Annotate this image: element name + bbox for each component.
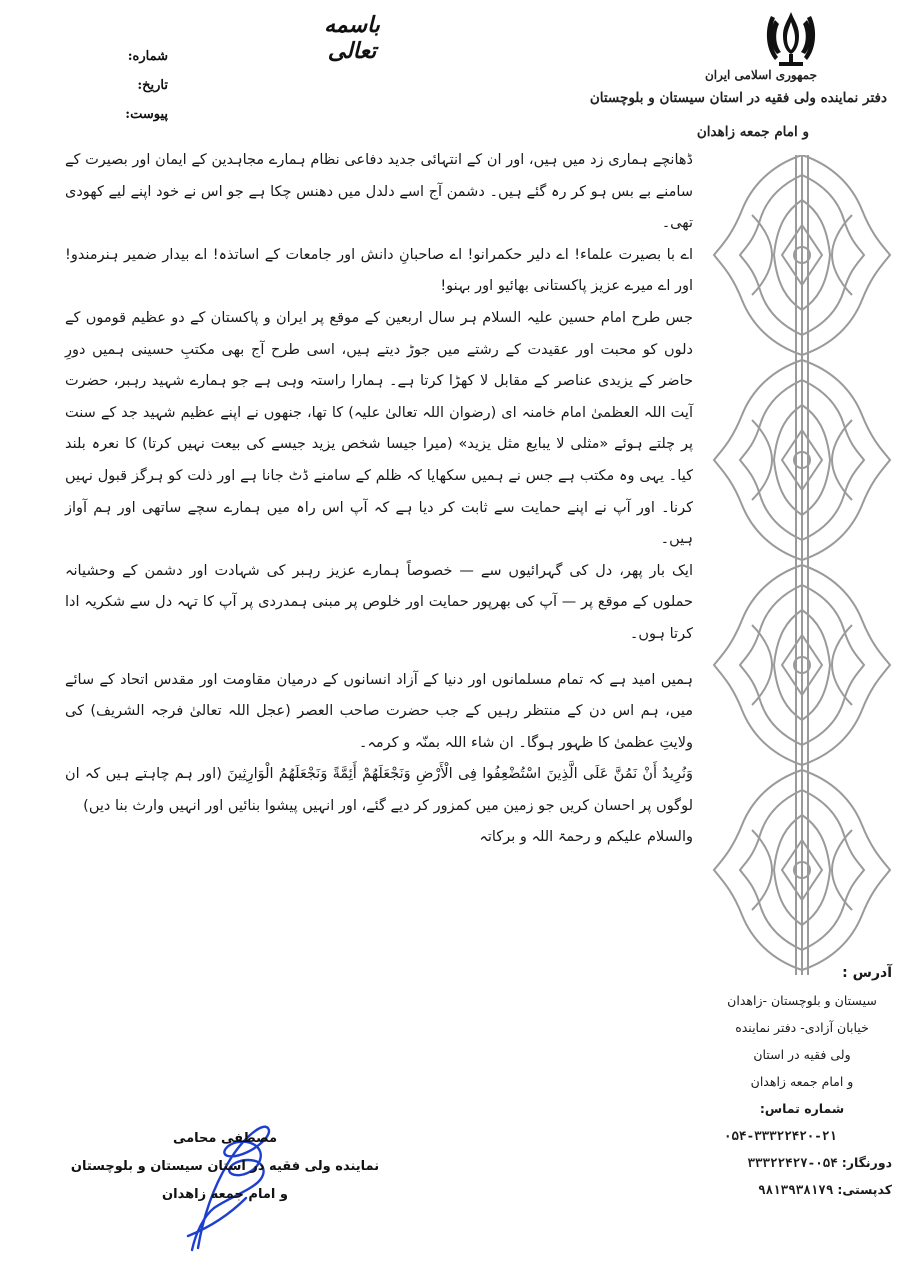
phone-row [712, 1122, 892, 1149]
fax-number: ۰۵۴-۳۳۳۲۲۴۲۷ [747, 1155, 838, 1170]
attachment-label: پیوست: [125, 107, 168, 122]
letter-body [65, 145, 693, 854]
address-line: خیابان آزادی- دفتر نماینده [735, 1020, 869, 1035]
address-label: آدرس : [842, 965, 892, 981]
header-country: جمهوری اسلامی ایران [704, 68, 817, 82]
letter-meta [108, 42, 168, 129]
address-line: سیستان و بلوچستان -زاهدان [727, 993, 877, 1008]
quran-verse: وَنُرِیدُ أَنْ نَمُنَّ عَلَی الَّذِینَ اسْتُضْعِفُوا فِی الْأَرْضِ وَنَجْعَلَهُمْ أَئِمَّةً وَنَجْعَلَهُمُ الْوَارِثِینَ (اور ہم چاہتے ہیں کہ ان لوگوں پر احسان کریں جو زمین میں کمزور کر دیے گئے، اور انہیں پیشوا بنائیں اور انہیں وارث بنا دیں) [65, 766, 693, 814]
paragraph: ڈھانچے ہماری زد میں ہیں، اور ان کے انتہائی جدید دفاعی نظام ہمارے مجاہدین کے ایمان اور بصیرت کے سامنے بے بس ہو کر رہ گئے ہیں۔ دشمن آج اسے دلدل میں دھنس چکا ہے جو اس نے خود اپنے لیے کھودی تھی۔ [65, 152, 693, 232]
address-block [712, 960, 892, 1203]
postal-row [712, 1176, 892, 1203]
fax-label: دورنگار: [841, 1155, 892, 1170]
postal-code: ۹۸۱۳۹۳۸۱۷۹ [758, 1182, 834, 1197]
header-office: دفتر نماینده ولی فقیه در استان سیستان و بلوچستان [589, 90, 887, 106]
iran-emblem-icon [765, 8, 817, 68]
decorative-ornament-icon [712, 155, 892, 975]
address-line: ولی فقیه در استان [753, 1047, 851, 1062]
address-line: و امام جمعه زاهدان [750, 1074, 854, 1089]
signatory-title-2: و امام جمعه زاهدان [162, 1187, 288, 1202]
header-office-sub: و امام جمعه زاهدان [696, 124, 809, 140]
paragraph: ایک بار پھر، دل کی گہرائیوں سے — خصوصاً ہمارے عزیز رہبر کی شہادت اور دشمن کے وحشیانہ حملوں کے موقع پر — آپ کی بھرپور حمایت اور خلوص پر مبنی ہمدردی پر آپ کا تہہ دل سے شکریہ ادا کرتا ہوں۔ [65, 562, 693, 642]
fax-row [712, 1149, 892, 1176]
closing-salutation: والسلام علیکم و رحمۃ اللہ و برکاتہ [479, 829, 693, 846]
signatory-name: مصطفی محامی [172, 1131, 278, 1146]
signatory-title: نماینده ولی فقیه در استان سیستان و بلوچستان [70, 1159, 380, 1174]
postal-label: کدپستی: [837, 1182, 892, 1197]
paragraph: اے با بصیرت علماء! اے دلیر حکمرانو! اے صاحبانِ دانش اور جامعات کے اساتذہ! اے بیدار ضمیر ہنرمندو! اور اے میرے عزیز پاکستانی بھائیو اور بہنو! [65, 246, 693, 295]
paragraph: جس طرح امام حسین علیہ السلام ہر سال اربعین کے موقع پر ایران و پاکستان کے دو عظیم قوموں کے دلوں کو محبت اور عقیدت کے رشتے میں جوڑ دیتے ہیں، اسی طرح آج بھی مکتبِ حسینی ہمیں دورِ حاضر کے یزیدی عناصر کے مقابل لا کھڑا کرتا ہے۔ ہمارا راستہ وہی ہے جو ہمارے شہید رہبر، حضرت آیت اللہ العظمیٰ امام خامنہ ای (رضوان اللہ تعالیٰ علیہ) کا تھا، جنھوں نے اپنے عظیم شہید جد کے سنت پر چلتے ہوئے «مثلی لا یبایع مثل یزید» (میرا جیسا شخص یزید جیسے کی بیعت نہیں کرتا) کا نعرہ بلند کیا۔ یہی وہ مکتب ہے جس نے ہمیں سکھایا کہ ظلم کے سامنے ڈٹ جانا ہے اور ذلت کو ہرگز قبول نہیں کرنا۔ اور آپ نے اپنے حمایت سے ثابت کر دیا ہے کہ آپ اس راہ میں ہمارے سچے ساتھی اور ہم آواز ہیں۔ [65, 309, 693, 548]
phone-label: شماره تماس: [759, 1101, 845, 1116]
bismillah-heading: باسمه تعالی [324, 12, 380, 64]
phone-number: ۰۵۴-۳۳۳۲۲۴۲۰-۲۱ [724, 1128, 837, 1143]
signature-block [60, 1125, 390, 1209]
paragraph: ہمیں امید ہے کہ تمام مسلمانوں اور دنیا کے آزاد انسانوں کے درمیان مقاومت اور مقدس اتحاد کے سائے میں، ہم اس دن کے منتظر رہیں کے جب حضرت صاحب العصر (عجل اللہ تعالیٰ فرجہ الشریف) کی ولایتِ عظمیٰ کا ظہور ہوگا۔ ان شاء اللہ بمنّہ و کرمہ۔ [65, 671, 693, 751]
date-label: تاریخ: [137, 78, 168, 93]
number-label: شماره: [127, 49, 168, 64]
